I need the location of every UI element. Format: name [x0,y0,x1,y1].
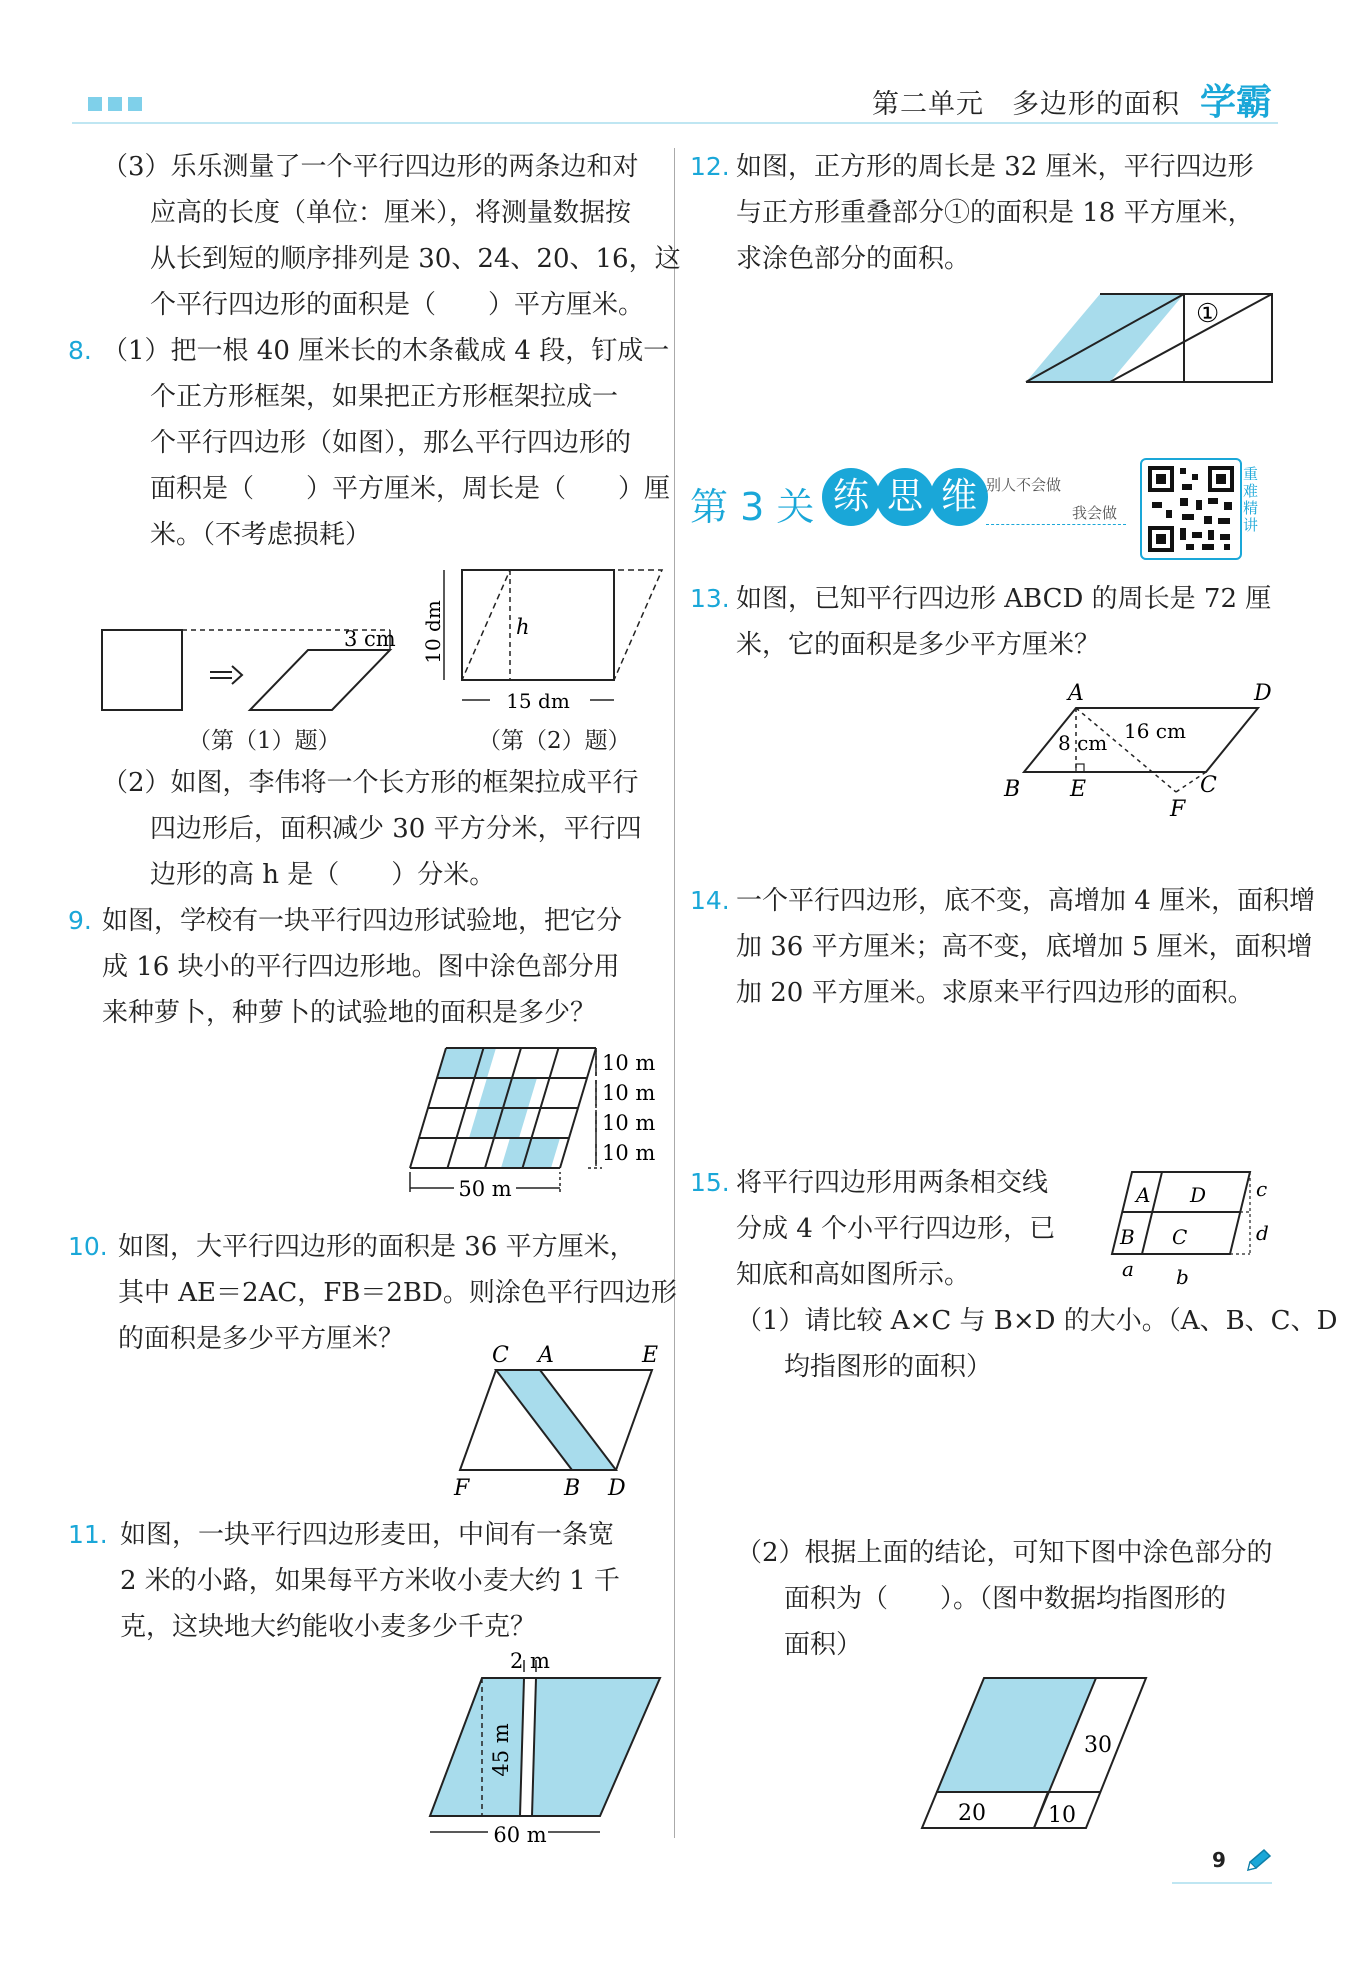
q9-line1: 如图，学校有一块平行四边形试验地，把它分 [102,906,623,936]
q9-line3: 来种萝卜，种萝卜的试验地的面积是多少？ [102,998,597,1028]
fig13-label-8cm: 8 cm [1058,731,1108,755]
q8-1-line3: 个平行四边形（如图），那么平行四边形的 [150,428,632,458]
q8-number: 8. [68,336,92,365]
q13-number: 13. [690,584,730,613]
q14-line1: 一个平行四边形，底不变，高增加 4 厘米，面积增 [736,886,1316,916]
q15-line3: 知底和高如图所示。 [736,1260,971,1290]
fig13-point-C: C [1200,773,1217,798]
q15-1-line2: 均指图形的面积） [784,1352,993,1382]
q14-line2: 加 36 平方厘米；高不变，底增加 5 厘米，面积增 [736,932,1313,962]
q9-line2: 成 16 块小的平行四边形地。图中涂色部分用 [102,952,620,982]
level-slogan-1: 别人不会做 [986,476,1062,494]
fig13-label-16cm: 16 cm [1124,719,1186,743]
fig15b-value-20: 20 [958,1801,986,1826]
level-char-3: 维 [930,468,988,526]
fig12-region-mark: ① [1196,299,1220,329]
q11-line1: 如图，一块平行四边形麦田，中间有一条宽 [120,1520,615,1550]
q7-3-line4: 个平行四边形的面积是（ ）平方厘米。 [150,290,645,320]
q12-number: 12. [690,152,730,181]
fig10-point-A: A [538,1343,554,1368]
fig9-grid [370,1040,670,1210]
fig15-label-a: a [1122,1257,1134,1281]
q8-1-line1: （1）把一根 40 厘米长的木条截成 4 段，钉成一 [102,336,670,366]
level-char-2: 思 [876,468,934,526]
header-rule [72,122,1278,124]
column-divider [674,148,675,1838]
fig8-label-3cm: 3 cm [344,627,396,651]
level-3-banner [688,458,1273,568]
qr-code-icon [1142,460,1240,558]
q10-line2: 其中 AE＝2AC，FB＝2BD。则涂色平行四边形 [118,1278,677,1308]
q10-line3: 的面积是多少平方厘米？ [118,1324,405,1354]
fig13-point-F: F [1170,797,1186,822]
fig11-diagram [420,1650,670,1850]
pencil-icon [1242,1846,1276,1876]
q8-2-line1: （2）如图，李伟将一个长方形的框架拉成平行 [102,768,639,798]
q7-3-line2: 应高的长度（单位：厘米），将测量数据按 [150,198,632,228]
footer-rule [1172,1882,1272,1884]
q10-line1: 如图，大平行四边形的面积是 36 平方厘米， [118,1232,636,1262]
fig10-point-E: E [642,1343,659,1368]
fig13-diagram [990,672,1280,822]
fig11-top-label: 2 m [510,1650,550,1673]
fig8-caption-1: （第（1）题） [188,728,341,754]
fig13-point-B: B [1004,777,1021,802]
q12-line2: 与正方形重叠部分①的面积是 18 平方厘米， [736,198,1254,228]
q15-line1: 将平行四边形用两条相交线 [736,1168,1049,1198]
fig15-region-C: C [1172,1225,1188,1249]
q15-2-line1: （2）根据上面的结论，可知下图中涂色部分的 [736,1538,1273,1568]
fig8-label-15dm: 15 dm [506,689,570,713]
fig10-diagram [430,1340,670,1500]
fig9-row3-label: 10 m [602,1111,656,1135]
level-slogan-2: 我会做 [1072,504,1118,522]
fig15-label-c: c [1256,1177,1268,1201]
q8-1-line2: 个正方形框架，如果把正方形框架拉成一 [150,382,619,412]
q15-number: 15. [690,1168,730,1197]
fig10-point-F: F [454,1476,470,1500]
q12-line1: 如图，正方形的周长是 32 厘米，平行四边形 [736,152,1254,182]
fig13-point-D: D [1254,681,1272,706]
q7-3-line1: （3）乐乐测量了一个平行四边形的两条边和对 [102,152,639,182]
q15-2-line3: 面积） [784,1630,863,1660]
q14-line3: 加 20 平方厘米。求原来平行四边形的面积。 [736,978,1254,1008]
fig15-label-d: d [1256,1221,1269,1245]
q8-1-line5: 米。（不考虑损耗） [150,520,372,550]
header-decoration [88,96,148,115]
brand-logo: 学霸 [1199,82,1272,123]
fig13-point-E: E [1070,777,1087,802]
q14-number: 14. [690,886,730,915]
fig11-height-label: 45 m [489,1723,513,1777]
q10-number: 10. [68,1232,108,1261]
level-char-1: 练 [822,468,880,526]
q7-3-line3: 从长到短的顺序排列是 30、24、20、16，这 [150,244,681,274]
q8-2-line2: 四边形后，面积减少 30 平方分米，平行四 [150,814,642,844]
level-side-text: 重难精讲 [1243,465,1259,534]
q13-line1: 如图，已知平行四边形 ABCD 的周长是 72 厘 [736,584,1272,614]
fig8-caption-2: （第（2）题） [478,728,631,754]
fig10-point-D: D [608,1476,626,1500]
fig15-label-b: b [1176,1265,1189,1289]
fig9-row2-label: 10 m [602,1081,656,1105]
q15-2-line2: 面积为（ ）。（图中数据均指图形的 [784,1584,1227,1614]
q8-2-line3: 边形的高 h 是（ ）分米。 [150,860,496,890]
qr-code[interactable] [1140,458,1242,560]
fig9-row4-label: 10 m [602,1141,656,1165]
fig11-bottom-label: 60 m [493,1823,547,1847]
fig15-diagram [1090,1160,1280,1290]
q13-line2: 米，它的面积是多少平方厘米？ [736,630,1101,660]
q11-line2: 2 米的小路，如果每平方米收小麦大约 1 千 [120,1566,620,1596]
fig9-bottom-label: 50 m [458,1177,512,1201]
unit-title: 第二单元 多边形的面积 [872,89,1180,120]
fig9-row1-label: 10 m [602,1051,656,1075]
fig13-point-A: A [1068,681,1084,706]
level-dash [986,524,1126,525]
fig15-region-D: D [1190,1183,1207,1207]
q12-line3: 求涂色部分的面积。 [736,244,971,274]
q8-1-line4: 面积是（ ）平方厘米，周长是（ ）厘 [150,474,671,504]
level-title: 第 3 关 [690,485,815,529]
fig10-point-B: B [564,1476,581,1500]
q15-1-line1: （1）请比较 A×C 与 B×D 的大小。（A、B、C、D [736,1306,1338,1336]
fig15b-diagram [908,1668,1158,1848]
q11-line3: 克，这块地大约能收小麦多少千克？ [120,1612,537,1642]
fig15b-value-10: 10 [1048,1803,1076,1828]
fig8-label-h: h [516,615,530,639]
fig15-region-B: B [1120,1225,1135,1249]
q11-number: 11. [68,1520,108,1549]
q15-line2: 分成 4 个小平行四边形，已 [736,1214,1056,1244]
fig15-region-A: A [1136,1183,1151,1207]
q9-number: 9. [68,906,92,935]
page-number: 9 [1212,1848,1226,1872]
fig8-label-10dm: 10 dm [421,600,445,664]
fig12-diagram [1010,282,1290,392]
fig15b-value-30: 30 [1084,1733,1112,1758]
fig10-point-C: C [492,1343,509,1368]
